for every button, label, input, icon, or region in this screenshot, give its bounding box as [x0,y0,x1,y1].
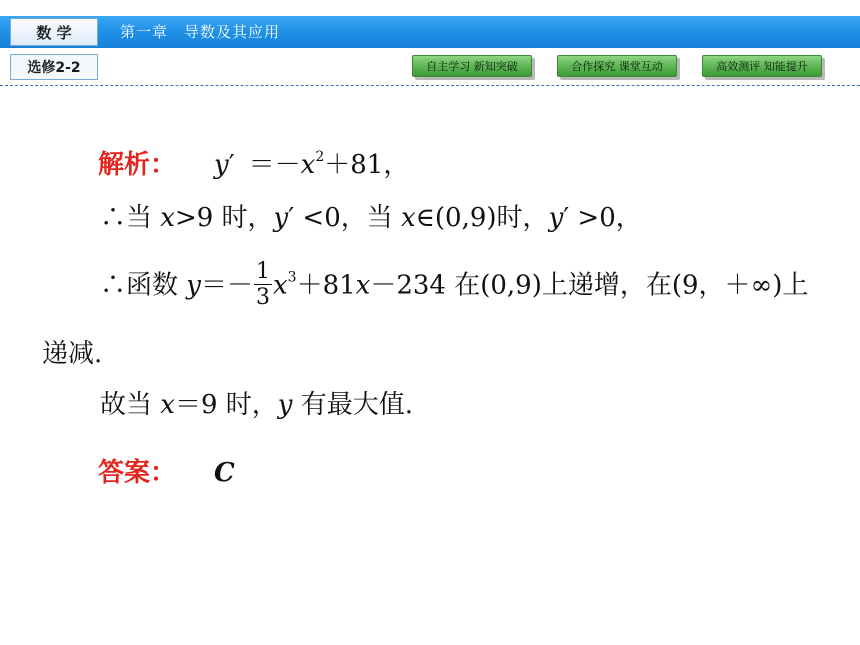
solution-line-1 [98,149,410,180]
text-segment: >9 时， [174,203,274,233]
nav-button-cooperative-inquiry[interactable]: 合作探究 课堂互动 [557,55,677,77]
solution-line-3 [100,259,809,311]
nav-button-self-study[interactable]: 自主学习 新知突破 [412,55,532,77]
var-x: x [300,150,316,180]
var-y: y [273,203,289,233]
equals-minus: ＝－ [248,150,301,180]
fraction-numerator: 1 [255,259,270,284]
text-segment: 有最大值. [292,390,413,420]
solution-line-5 [100,392,413,418]
exponent: 2 [315,149,325,165]
text-segment: ∴函数 [100,270,187,301]
text-segment: ∴当 [100,203,161,233]
var-y: y [186,270,201,301]
solution-line-4: 递减. [42,339,103,369]
prime: ′ [228,150,235,180]
chapter-title: 第一章 导数及其应用 [120,23,281,41]
var-x: x [160,203,175,233]
header-divider [0,85,860,86]
var-x: x [401,203,416,233]
text-segment: ＝9 时， [174,390,278,420]
text-segment: －234 在(0,9)上递增，在(9，＋∞)上 [370,270,809,301]
text-segment: ′ >0， [563,203,642,233]
text-segment: ＝－ [200,270,253,301]
fraction-denominator: 3 [255,285,270,311]
var-x: x [272,270,288,301]
answer-label: 答案： [98,458,177,488]
var-y: y [214,150,229,180]
solution-label: 解析： [98,150,177,180]
text-segment: ＋81 [296,270,356,301]
solution-line-2 [100,205,642,231]
var-y: y [548,203,564,233]
nav-button-assessment[interactable]: 高效测评 知能提升 [702,55,822,77]
var-x: x [355,270,371,301]
answer-value: C [214,458,235,488]
answer-line [98,460,235,486]
var-x: x [160,390,175,420]
text-segment: 故当 [100,390,161,420]
text-segment: ′ <0，当 [288,203,401,233]
subject-tab[interactable]: 数 学 [10,18,98,46]
course-tab[interactable]: 选修2-2 [10,54,98,80]
var-y: y [277,390,293,420]
exponent: 3 [287,269,297,286]
text-segment: ∈(0,9)时， [415,203,549,233]
fraction [254,260,272,309]
expr-rest: ＋81， [324,150,410,180]
